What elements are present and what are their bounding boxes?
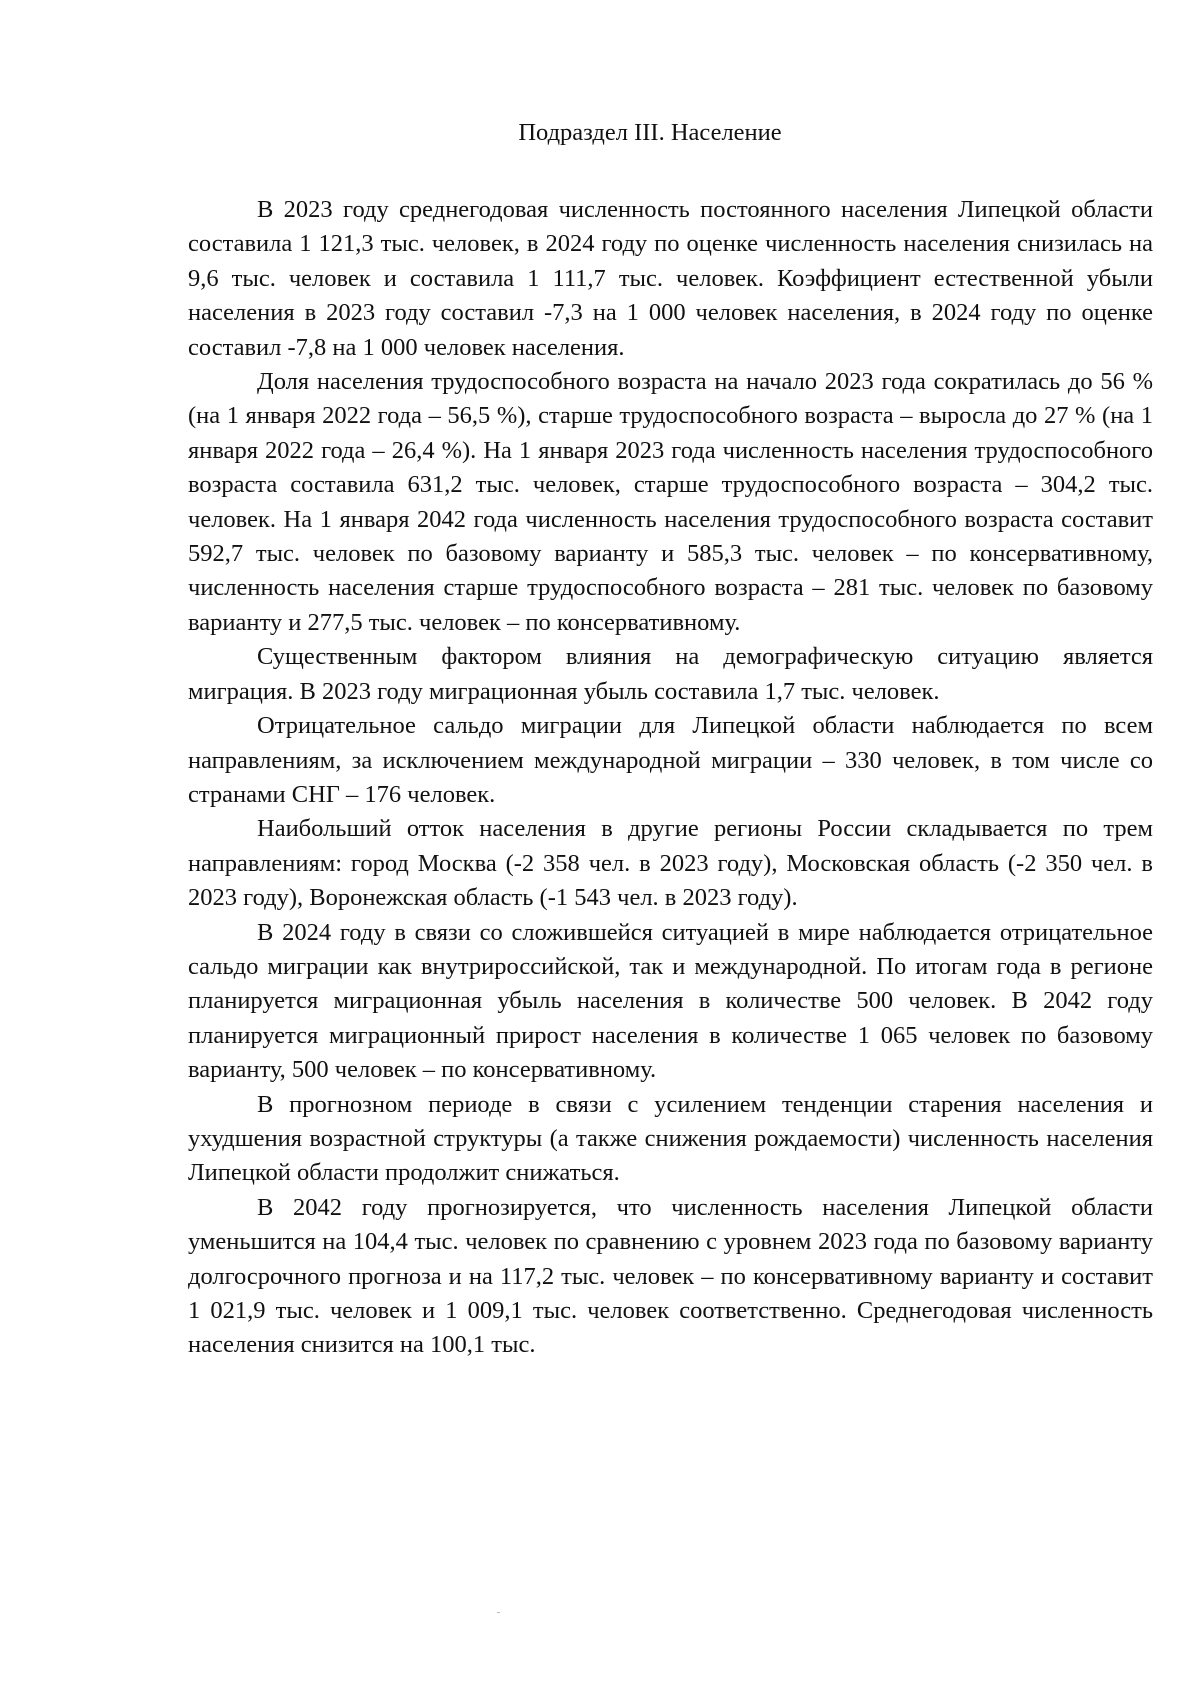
scan-artifact xyxy=(497,1612,500,1613)
paragraph-outflow-directions: Наибольший отток населения в другие регионы России складывается по трем направлениям: город Москва (-2 358 чел. в 2023 году), Московская область (-2 350 чел. в 2023 году), Воронежская область (-1 543 чел. в 2023 году). xyxy=(188,815,1153,912)
paragraph-migration-2024-2042: В 2024 году в связи со сложившейся ситуацией в мире наблюдается отрицательное сальдо миграции как внутрироссийской, так и международной. По итогам года в регионе планируется миграционная убыль населения в количестве 500 человек. В 2042 году планируется миграционный прирост населения в количестве 1 065 человек по базовому варианту, 500 человек – по консервативному. xyxy=(188,918,1153,1084)
paragraph-migration-balance: Отрицательное сальдо миграции для Липецкой области наблюдается по всем направлениям, за исключением международной миграции – 330 человек, в том числе со странами СНГ – 176 человек. xyxy=(188,712,1153,808)
paragraph-population-2023-2024: В 2023 году среднегодовая численность постоянного населения Липецкой области составила 1 121,3 тыс. человек, в 2024 году по оценке численность населения снизилась на 9,6 тыс. человек и составила 1 111,7 тыс. человек. Коэффициент естественной убыли населения в 2023 году составил -7,3 на 1 000 человек населения, в 2024 году по оценке составил -7,8 на 1 000 человек населения. xyxy=(188,196,1153,361)
paragraph-population-2042: В 2042 году прогнозируется, что численность населения Липецкой области уменьшится на 104,4 тыс. человек по сравнению с уровнем 2023 года по базовому варианту долгосрочного прогноза и на 117,2 тыс. человек – по консервативному варианту и составит 1 021,9 тыс. человек и 1 009,1 тыс. человек соответственно. Среднегодовая численность населения снизится на 100,1 тыс. xyxy=(188,1193,1153,1359)
document-body xyxy=(188,193,1153,1363)
paragraph-working-age-share: Доля населения трудоспособного возраста на начало 2023 года сократилась до 56 % (на 1 января 2022 года – 56,5 %), старше трудоспособного возраста – выросла до 27 % (на 1 января 2022 года – 26,4 %). На 1 января 2023 года численность населения трудоспособного возраста составила 631,2 тыс. человек, старше трудоспособного возраста – 304,2 тыс. человек. На 1 января 2042 года численность населения трудоспособного возраста составит 592,7 тыс. человек по базовому варианту и 585,3 тыс. человек – по консервативному, численность населения старше трудоспособного возраста – 281 тыс. человек по базовому варианту и 277,5 тыс. человек – по консервативному. xyxy=(188,368,1153,636)
paragraph-forecast-decline: В прогнозном периоде в связи с усилением тенденции старения населения и ухудшения возрастной структуры (а также снижения рождаемости) численность населения Липецкой области продолжит снижаться. xyxy=(188,1090,1153,1187)
section-title: Подраздел III. Население xyxy=(518,119,782,146)
paragraph-migration-factor: Существенным фактором влияния на демографическую ситуацию является миграция. В 2023 году миграционная убыль составила 1,7 тыс. человек. xyxy=(188,643,1153,705)
